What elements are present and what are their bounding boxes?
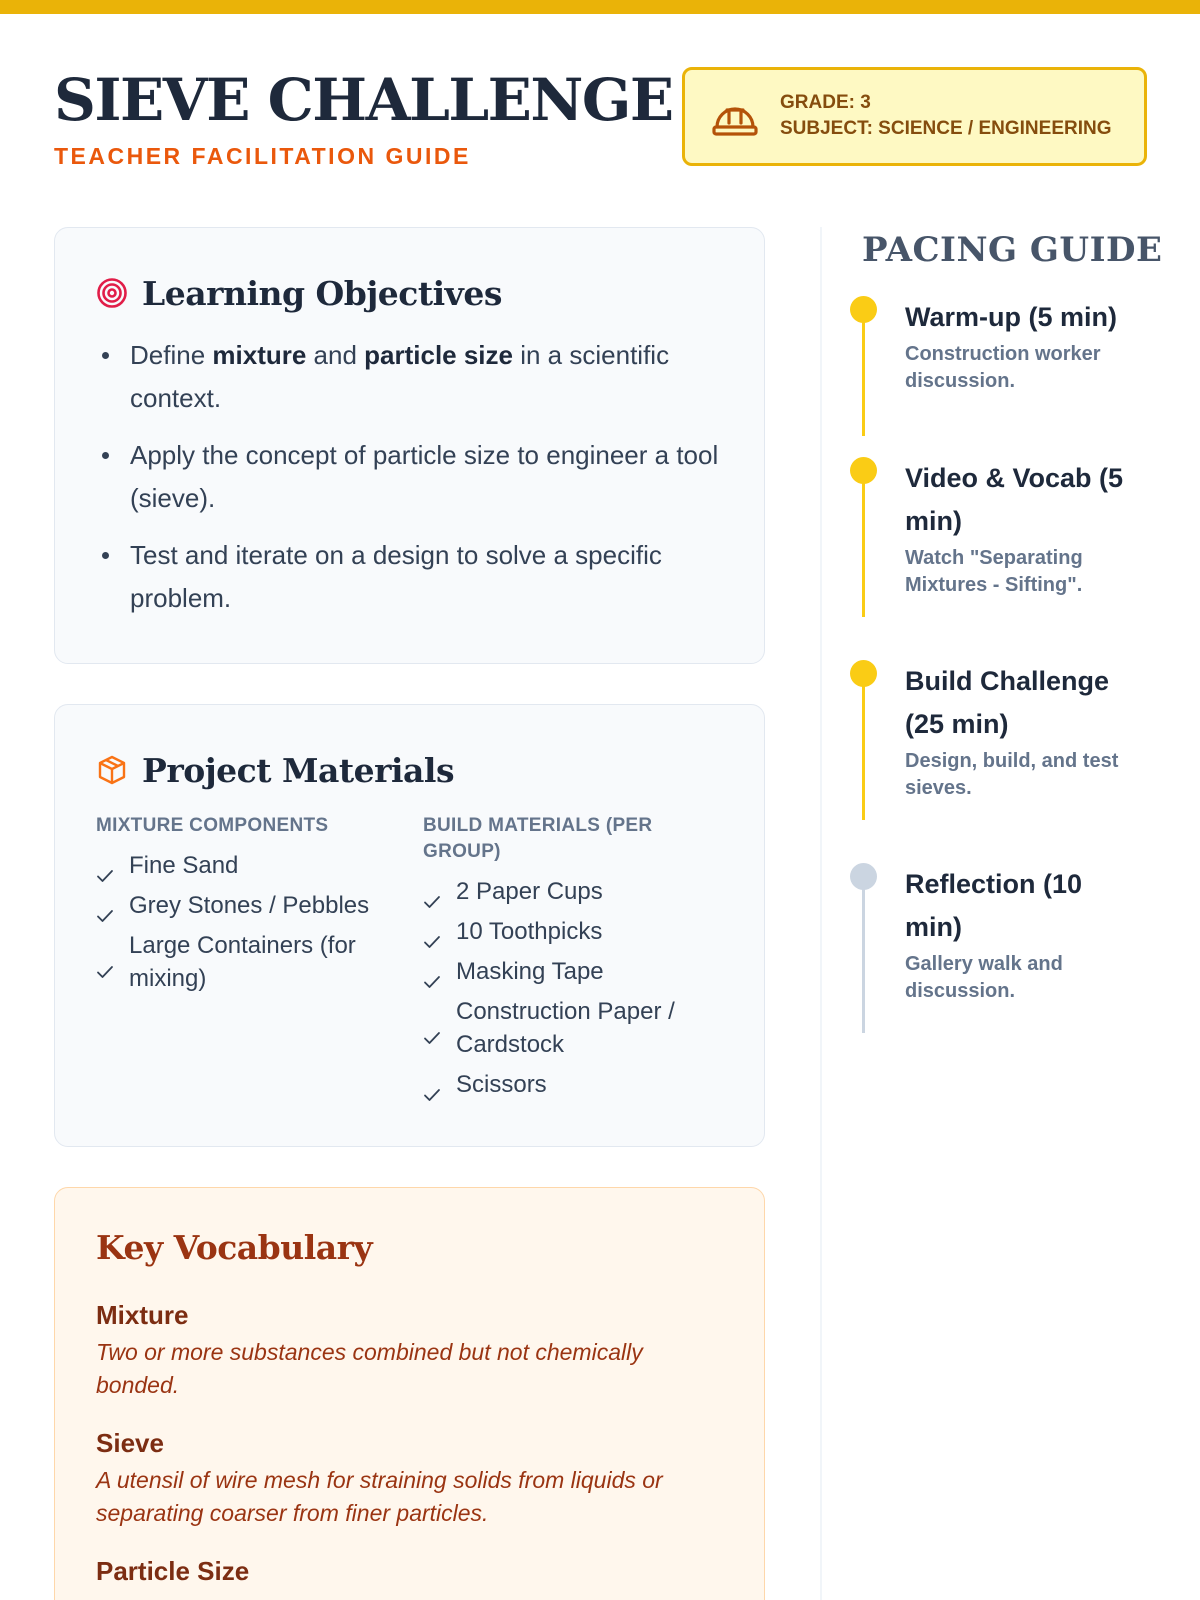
vocab-term: Sieve xyxy=(96,1428,164,1458)
material-label: Construction Paper / Cardstock xyxy=(456,998,675,1058)
material-item xyxy=(423,955,723,988)
timeline-dot xyxy=(850,863,877,890)
cube-icon xyxy=(96,754,128,786)
target-icon xyxy=(96,277,128,309)
vocab-term: Particle Size xyxy=(96,1556,250,1586)
mixture-components-heading: MIXTURE COMPONENTS xyxy=(96,815,329,836)
check-icon xyxy=(96,859,114,873)
material-label: 10 Toothpicks xyxy=(456,918,603,945)
learning-objectives-card xyxy=(54,227,765,664)
page-subtitle: TEACHER FACILITATION GUIDE xyxy=(54,143,471,169)
objective-item xyxy=(96,434,726,520)
material-label: Large Containers (for mixing) xyxy=(129,932,356,992)
materials-heading xyxy=(96,750,454,790)
objectives-heading xyxy=(96,273,502,313)
material-label: 2 Paper Cups xyxy=(456,878,603,905)
timeline-line xyxy=(862,680,865,820)
build-materials-heading: BUILD MATERIALS (PER GROUP) xyxy=(423,815,653,862)
material-label: Grey Stones / Pebbles xyxy=(129,892,370,919)
objective-text: and xyxy=(306,340,365,370)
objective-item xyxy=(96,534,726,620)
vocab-definition: Two or more substances combined but not chemically bonded. xyxy=(96,1339,643,1398)
check-icon xyxy=(423,1021,441,1035)
objectives-list xyxy=(96,334,726,634)
hard-hat-icon xyxy=(711,97,759,139)
material-label: Scissors xyxy=(456,1071,547,1098)
mixture-components-column xyxy=(96,813,391,1002)
pacing-step-description: Gallery walk and discussion. xyxy=(905,953,1063,1002)
material-item xyxy=(423,995,723,1061)
materials-title: Project Materials xyxy=(142,750,455,790)
check-icon xyxy=(96,955,114,969)
objective-keyword: mixture xyxy=(212,340,307,370)
material-item xyxy=(96,849,391,882)
pacing-guide-title: PACING GUIDE xyxy=(862,230,1163,270)
vocabulary-title: Key Vocabulary xyxy=(96,1228,373,1267)
timeline-dot xyxy=(850,457,877,484)
pacing-step-title: Build Challenge (25 min) Design, build, and test sieves. xyxy=(905,660,1145,802)
objective-text: Define xyxy=(130,340,213,370)
timeline-dot xyxy=(850,296,877,323)
timeline-line xyxy=(862,883,865,1033)
timeline-dot xyxy=(850,660,877,687)
key-vocabulary-card xyxy=(54,1187,765,1600)
timeline-line xyxy=(862,477,865,617)
objectives-title: Learning Objectives xyxy=(142,273,502,313)
material-item xyxy=(423,875,723,908)
material-item xyxy=(423,1068,723,1101)
project-materials-card xyxy=(54,704,765,1147)
grade-subject-badge xyxy=(682,67,1147,166)
mixture-components-list xyxy=(96,849,391,995)
material-item xyxy=(423,915,723,948)
material-item xyxy=(96,929,391,995)
pacing-step-description: Watch "Separating Mixtures - Sifting". xyxy=(905,547,1083,596)
timeline-line xyxy=(862,316,865,436)
check-icon xyxy=(423,925,441,939)
top-accent-bar xyxy=(0,0,1200,14)
vocab-definition: A utensil of wire mesh for straining solids from liquids or separating coarser from finer particles. xyxy=(96,1467,663,1526)
pacing-step-description: Design, build, and test sieves. xyxy=(905,750,1119,799)
page-title: SIEVE CHALLENGE xyxy=(54,66,673,134)
check-icon xyxy=(423,1078,441,1092)
vocabulary-list xyxy=(96,1298,726,1588)
build-materials-column xyxy=(423,813,723,1108)
pacing-step-title: Warm-up (5 min) Construction worker discussion. xyxy=(905,296,1145,395)
build-materials-list xyxy=(423,875,723,1101)
check-icon xyxy=(423,965,441,979)
objective-keyword: particle size xyxy=(364,340,513,370)
objective-text: Test and iterate on a design to solve a specific problem. xyxy=(130,540,662,613)
grade-label: GRADE: 3 xyxy=(780,92,871,113)
pacing-step-description: Construction worker discussion. xyxy=(905,343,1101,392)
objective-text: in a scientific context. xyxy=(130,340,670,413)
check-icon xyxy=(96,899,114,913)
check-icon xyxy=(423,885,441,899)
material-label: Masking Tape xyxy=(456,958,604,985)
pacing-step-title: Reflection (10 min) Gallery walk and discussion. xyxy=(905,863,1145,1005)
column-divider xyxy=(820,227,822,1600)
objective-item xyxy=(96,334,726,420)
material-item xyxy=(96,889,391,922)
material-label: Fine Sand xyxy=(129,852,239,879)
vocab-term: Mixture xyxy=(96,1300,189,1330)
subject-label: SUBJECT: SCIENCE / ENGINEERING xyxy=(780,118,1112,139)
objective-text: Apply the concept of particle size to engineer a tool (sieve). xyxy=(130,440,719,513)
pacing-step-title: Video & Vocab (5 min) Watch "Separating Mixtures - Sifting". xyxy=(905,457,1145,599)
